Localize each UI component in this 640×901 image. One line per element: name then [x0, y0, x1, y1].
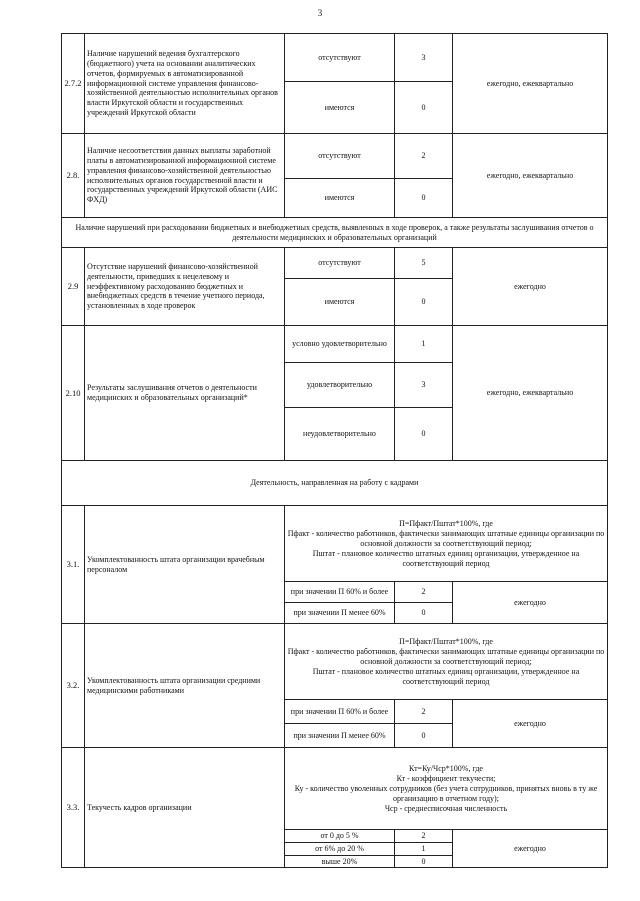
option-label: при значении П менее 60%: [285, 603, 395, 624]
option-label: имеются: [285, 82, 395, 134]
score-value: 0: [395, 82, 453, 134]
table-row: [62, 506, 608, 582]
row-number: 2.9: [62, 248, 85, 326]
option-label: имеются: [285, 279, 395, 326]
score-value: 0: [395, 179, 453, 218]
formula-block: [285, 748, 608, 830]
score-value: 1: [395, 842, 453, 855]
score-value: 0: [395, 724, 453, 748]
table-row: [62, 134, 608, 179]
option-label: отсутствуют: [285, 248, 395, 279]
formula-line: П=Пфакт/Пштат*100%, где: [399, 636, 493, 646]
row-number: 3.1.: [62, 506, 85, 624]
criterion-name: Наличие несоответствия данных выплаты заработной платы в автоматизированной информационной системе управления финансово-хозяйственной деятельностью исполнительных органов государственной власти и государственных учреждений Иркутской области (АИС ФХД): [85, 134, 285, 218]
section-heading: Деятельность, направленная на работу с кадрами: [62, 461, 608, 506]
frequency: ежегодно: [453, 582, 608, 624]
table-row: [62, 624, 608, 700]
option-label: при значении П менее 60%: [285, 724, 395, 748]
criteria-table: [61, 33, 608, 868]
section-row: [62, 461, 608, 506]
section-heading: Наличие нарушений при расходовании бюджетных и внебюджетных средств, выявленных в ходе проверок, а также результаты заслушивания отчетов о деятельности медицинских и образовательных организаций: [62, 218, 608, 248]
option-label: от 6% до 20 %: [285, 842, 395, 855]
score-value: 5: [395, 248, 453, 279]
row-number: 2.7.2: [62, 34, 85, 134]
score-value: 3: [395, 363, 453, 408]
frequency: ежегодно: [453, 700, 608, 748]
option-label: имеются: [285, 179, 395, 218]
option-label: неудовлетворительно: [285, 408, 395, 461]
frequency: ежегодно: [453, 248, 608, 326]
table-row: [62, 248, 608, 279]
page-number: 3: [317, 8, 323, 18]
frequency: ежегодно, ежеквартально: [453, 134, 608, 218]
row-number: 2.8.: [62, 134, 85, 218]
option-label: удовлетворительно: [285, 363, 395, 408]
criterion-name: Укомплектованность штата организации врачебным персоналом: [85, 506, 285, 624]
formula-block: [285, 506, 608, 582]
row-number: 2.10: [62, 326, 85, 461]
formula-line: Пштат - плановое количество штатных единиц организации, утвержденное на соответствующий период: [312, 548, 580, 568]
table-row: [62, 748, 608, 830]
frequency: ежегодно, ежеквартально: [453, 326, 608, 461]
score-value: 3: [395, 34, 453, 82]
formula-line: П=Пфакт/Пштат*100%, где: [399, 518, 493, 528]
score-value: 0: [395, 279, 453, 326]
formula-line: Пштат - плановое количество штатных единиц организации, утвержденное на соответствующий период: [312, 666, 580, 686]
table-row: [62, 34, 608, 82]
criterion-name: Отсутствие нарушений финансово-хозяйственной деятельности, приведших к нецелевому и неэффективному расходованию бюджетных и внебюджетных средств в течение учетного периода, установленных в ходе проверок: [85, 248, 285, 326]
option-label: отсутствуют: [285, 34, 395, 82]
table-row: [62, 326, 608, 363]
option-label: от 0 до 5 %: [285, 830, 395, 843]
formula-line: Чср - среднесписочная численность: [384, 803, 508, 813]
criterion-name: Наличие нарушений ведения бухгалтерского (бюджетного) учета на основании аналитических отчетов, формируемых в автоматизированной информационной системе управления финансово-хозяйственной деятельностью исполнительных органов власти Иркутской области и государственных учреждений Иркутской области: [85, 34, 285, 134]
option-label: условно удовлетворительно: [285, 326, 395, 363]
option-label: при значении П 60% и более: [285, 582, 395, 603]
score-value: 2: [395, 830, 453, 843]
frequency: ежегодно: [453, 830, 608, 868]
formula-line: Ку - количество уволенных сотрудников (без учета сотрудников, принятых вновь в ту же организацию в отчетном году);: [294, 783, 598, 803]
score-value: 0: [395, 408, 453, 461]
score-value: 2: [395, 582, 453, 603]
option-label: отсутствуют: [285, 134, 395, 179]
criterion-name: Результаты заслушивания отчетов о деятельности медицинских и образовательных организаций*: [85, 326, 285, 461]
formula-line: Кт=Ку/Чср*100%, где: [409, 763, 483, 773]
score-value: 0: [395, 855, 453, 868]
formula-line: Пфакт - количество работников, фактически занимающих штатные единицы организации по основной должности за соответствующий период;: [287, 528, 605, 548]
score-value: 2: [395, 134, 453, 179]
row-number: 3.3.: [62, 748, 85, 868]
criterion-name: Текучесть кадров организации: [85, 748, 285, 868]
frequency: ежегодно, ежеквартально: [453, 34, 608, 134]
formula-block: [285, 624, 608, 700]
option-label: выше 20%: [285, 855, 395, 868]
option-label: при значении П 60% и более: [285, 700, 395, 724]
formula-line: Пфакт - количество работников, фактически занимающих штатные единицы организации по основной должности за соответствующий период;: [287, 646, 605, 666]
score-value: 2: [395, 700, 453, 724]
score-value: 0: [395, 603, 453, 624]
row-number: 3.2.: [62, 624, 85, 748]
criterion-name: Укомплектованность штата организации средними медицинскими работниками: [85, 624, 285, 748]
section-row: [62, 218, 608, 248]
score-value: 1: [395, 326, 453, 363]
formula-line: Кт - коэффициент текучести;: [396, 773, 496, 783]
